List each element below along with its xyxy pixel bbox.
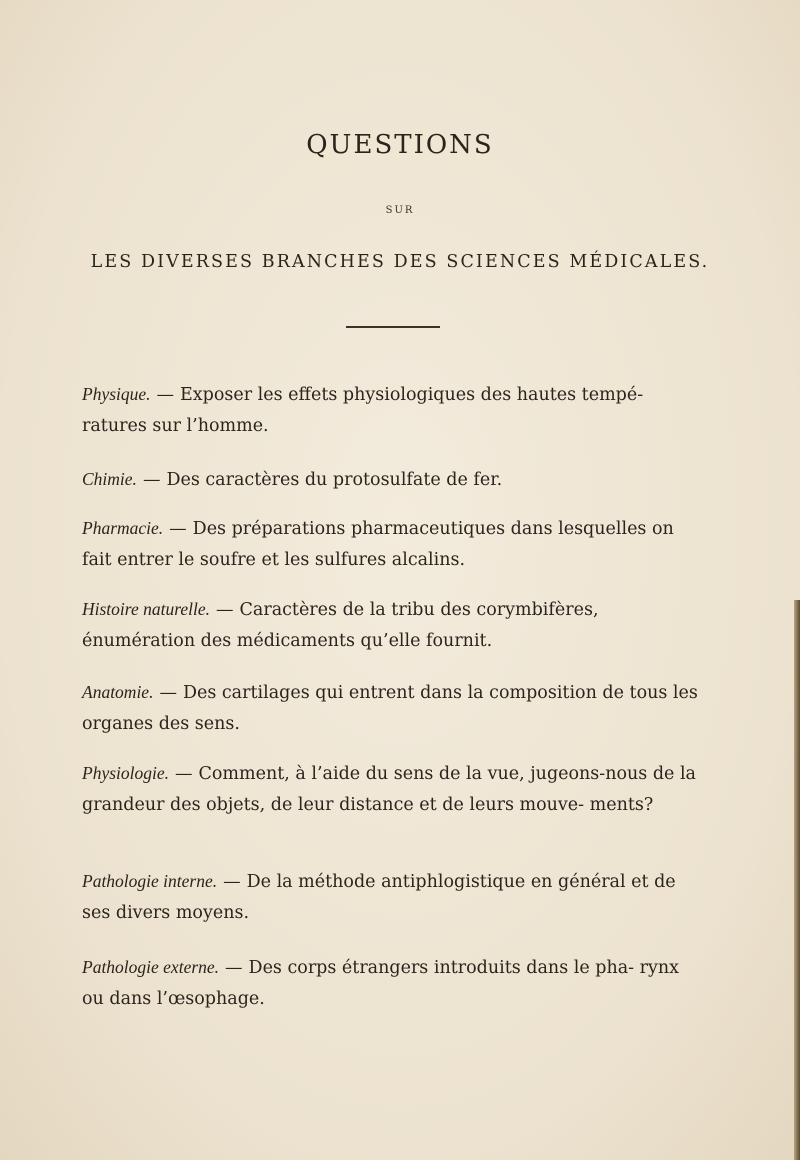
section-dash: — (159, 683, 177, 703)
section-anatomie (82, 677, 702, 740)
page-preposition: SUR (385, 205, 415, 216)
section-text: Exposer les effets physiologiques des hautes tempé- ratures sur l’homme. (82, 385, 644, 436)
section-histoire-naturelle (82, 594, 702, 657)
section-heading: Anatomie. (82, 682, 154, 702)
section-pathologie-interne (82, 866, 702, 929)
section-chimie (82, 464, 702, 496)
section-physique (82, 379, 702, 442)
section-heading: Pathologie interne. (82, 871, 218, 891)
page-subtitle: LES DIVERSES BRANCHES DES SCIENCES MÉDICALES. (90, 252, 710, 272)
page-edge-shadow (794, 600, 800, 1160)
section-text: Des cartilages qui entrent dans la composition de tous les organes des sens. (82, 683, 698, 734)
section-heading: Physiologie. (82, 763, 169, 783)
section-pharmacie (82, 513, 702, 576)
section-dash: — (142, 470, 161, 490)
section-text: Des corps étrangers introduits dans le pha- rynx ou dans l’œsophage. (82, 958, 680, 1009)
section-heading: Histoire naturelle. (82, 599, 210, 619)
section-text: De la méthode antiphlogistique en général et de ses divers moyens. (82, 872, 676, 923)
section-dash: — (225, 958, 243, 978)
section-physiologie (82, 758, 702, 821)
section-text: Des préparations pharmaceutiques dans lesquelles on fait entrer le soufre et les sulfures alcalins. (82, 519, 674, 570)
section-dash: — (216, 600, 234, 620)
section-heading: Pathologie externe. (82, 957, 220, 977)
separator-rule (346, 326, 440, 328)
section-heading: Pharmacie. (82, 518, 164, 538)
section-dash: — (169, 519, 187, 539)
section-dash: — (223, 872, 241, 892)
section-heading: Chimie. (82, 469, 137, 489)
section-text: Caractères de la tribu des corymbifères, énumération des médicaments qu’elle fournit. (82, 600, 599, 651)
section-heading: Physique. (82, 384, 151, 404)
section-dash: — (156, 385, 175, 405)
section-dash: — (175, 764, 193, 784)
section-pathologie-externe (82, 952, 702, 1015)
page-title: QUESTIONS (306, 130, 494, 160)
section-text: Comment, à l’aide du sens de la vue, jugeons-nous de la grandeur des objets, de leur distance et de leurs mouve- ments? (82, 764, 696, 815)
section-text: Des caractères du protosulfate de fer. (166, 470, 503, 490)
